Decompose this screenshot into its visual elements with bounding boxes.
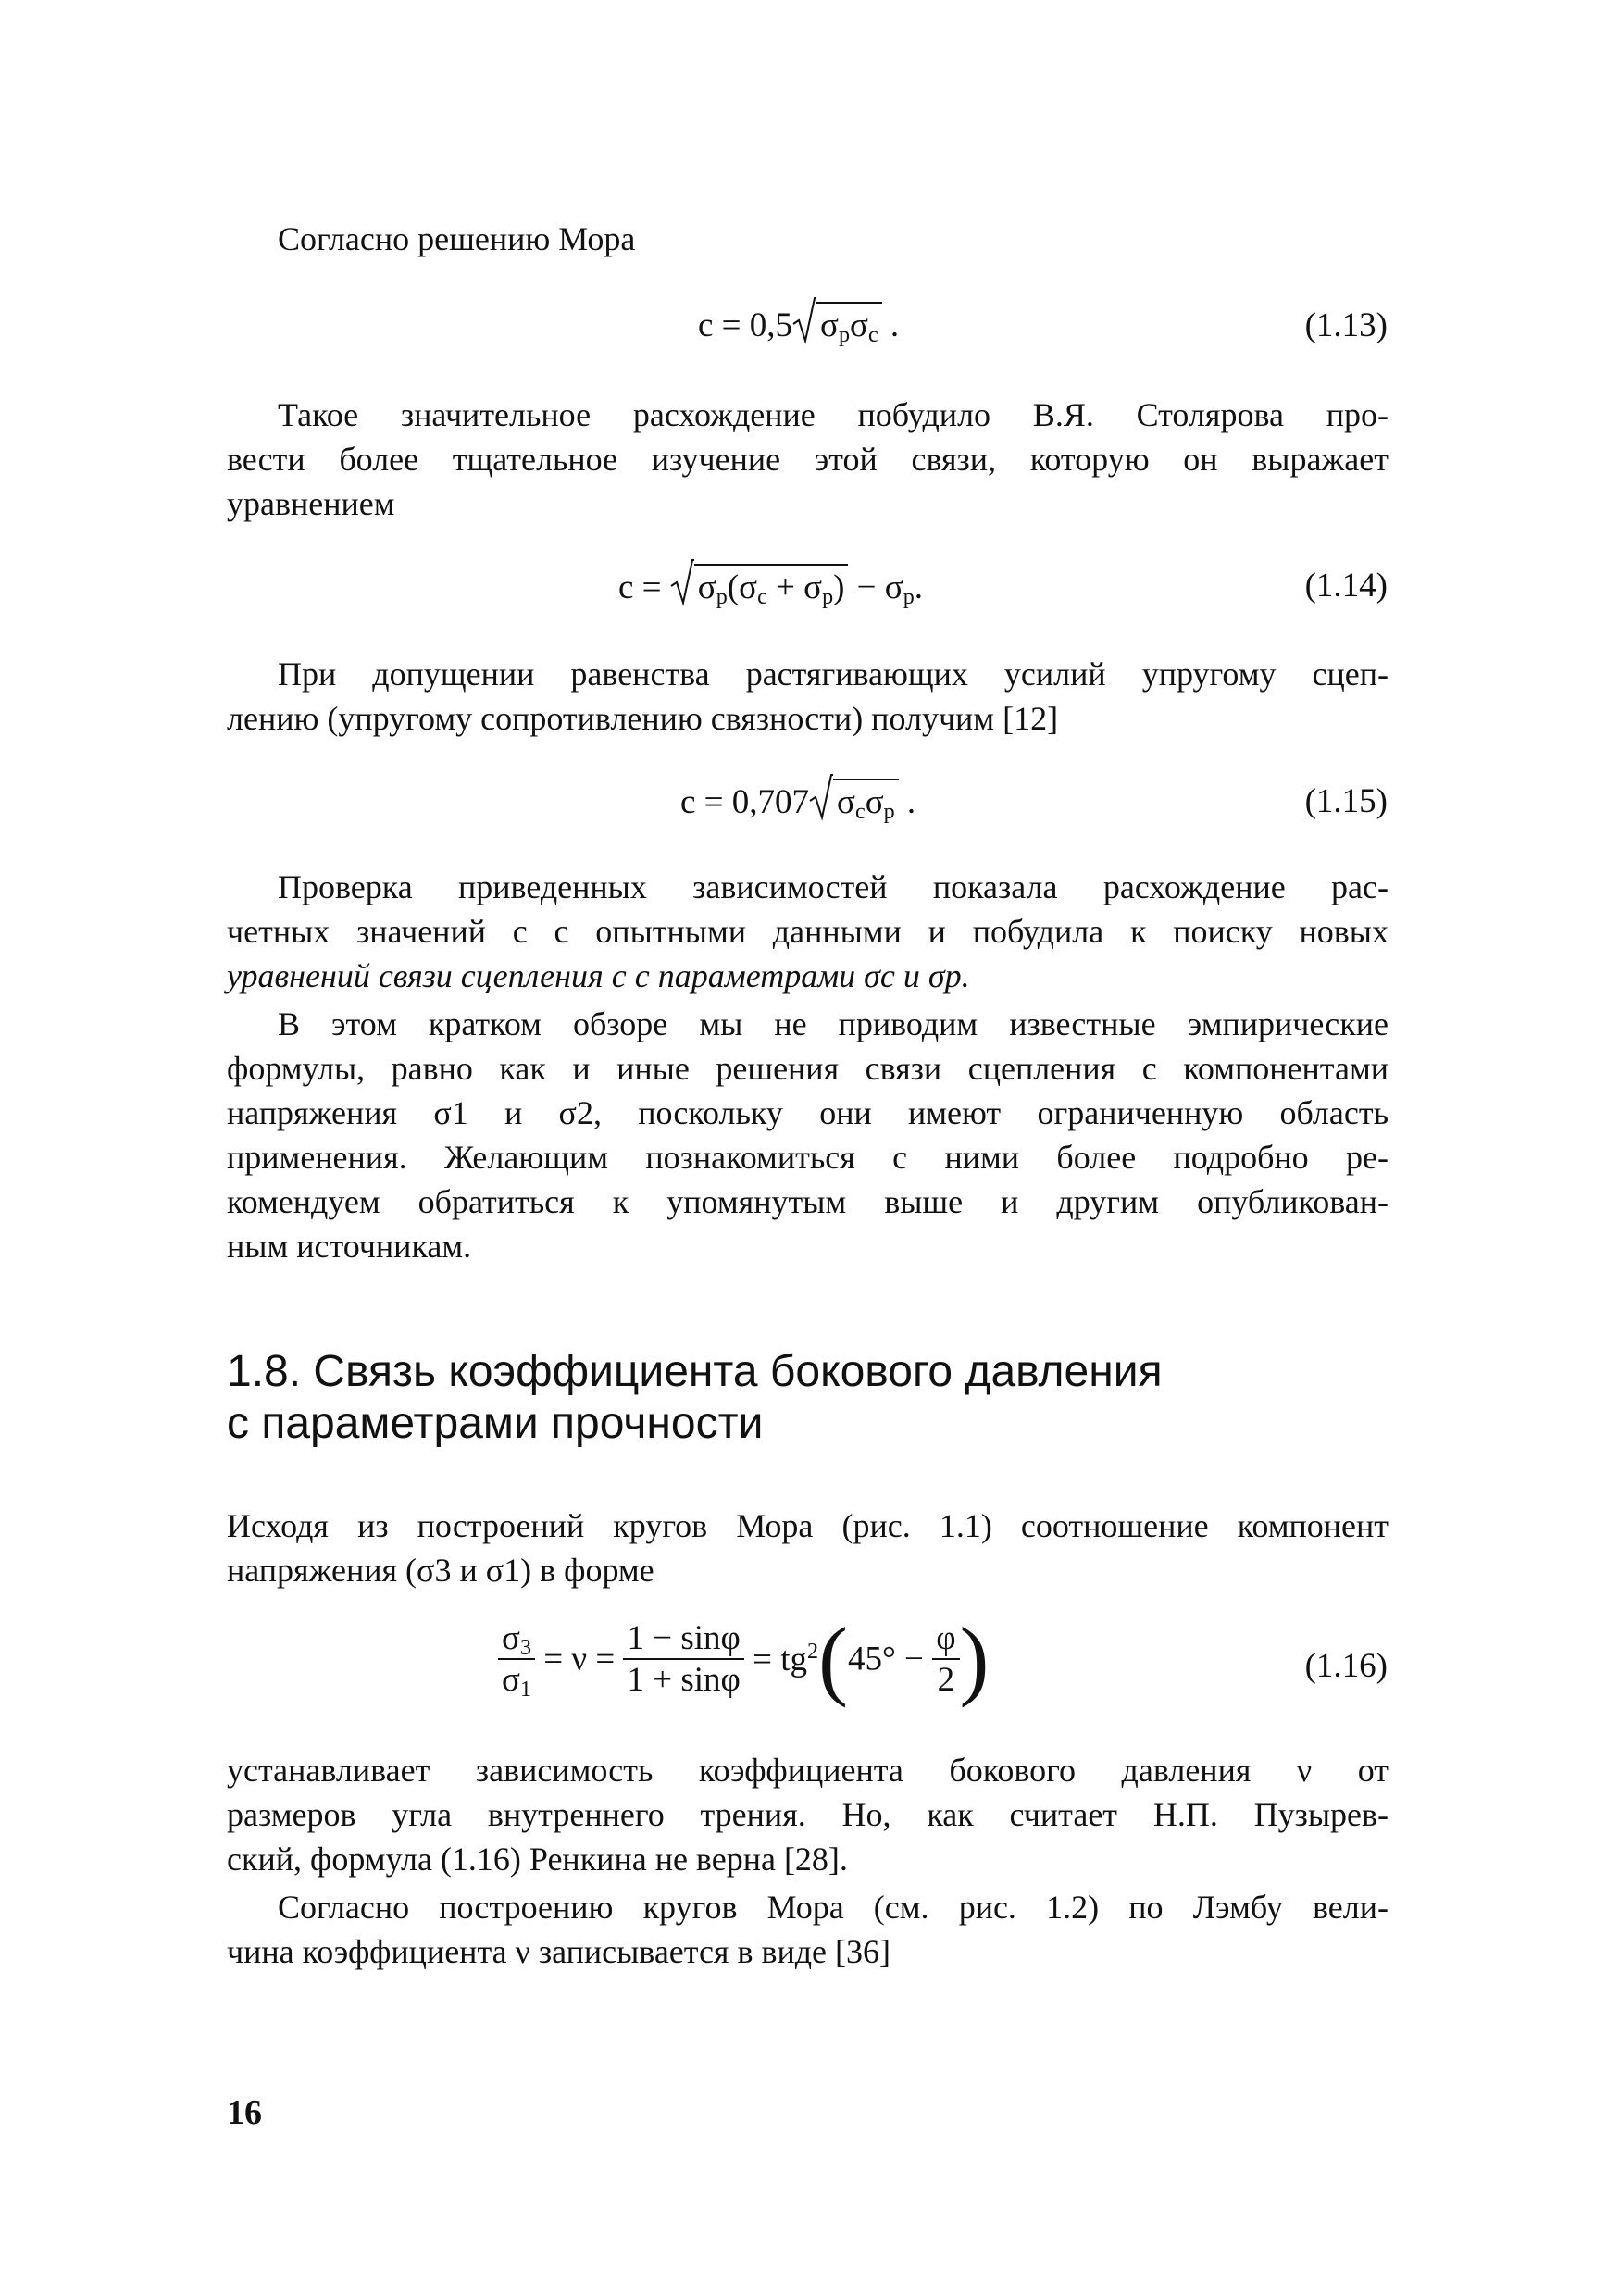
eq-1-15-sigma-b: σ: [865, 783, 884, 821]
eq-1-16-nu: = ν =: [543, 1640, 616, 1678]
frac-numerator: [498, 1618, 535, 1660]
eq-1-14-sigma-p: σ: [697, 568, 716, 606]
eq-1-15-sub-b: p: [883, 800, 895, 824]
radical-sign-icon: [670, 558, 694, 606]
eq-1-13-lhs: c = 0,5: [698, 306, 793, 344]
paragraph-line: уравнением: [227, 485, 395, 522]
paragraph-line: Исходя из построений кругов Мора (рис. 1.1) соотношение компонент: [227, 1507, 1389, 1544]
equation-number-1-13: (1.13): [1304, 306, 1388, 344]
paragraph-line: Проверка приведенных зависимостей показала расхождение рас-: [278, 868, 1389, 905]
paragraph-equality: [227, 652, 1389, 741]
intro-line: Согласно решению Мора: [278, 220, 636, 257]
eq-1-14-plus-sigma: + σ: [776, 568, 823, 606]
eq-1-15-sigma-a: σ: [837, 783, 855, 821]
frac-sin: [623, 1618, 743, 1700]
eq-1-13-sigma-b: σ: [850, 306, 868, 344]
sqrt-1-13: [792, 302, 882, 345]
eq-1-15-lhs: c = 0,707: [680, 783, 810, 821]
eq-1-14-tail: .: [914, 568, 924, 606]
eq-1-13-sub-b: c: [867, 323, 878, 347]
eq-1-16-tg: = tg: [753, 1640, 808, 1678]
paragraph-line: устанавливает зависимость коэффициента бокового давления ν от: [227, 1752, 1389, 1789]
paragraph-line: ский, формула (1.16) Ренкина не верна [28].: [227, 1841, 848, 1878]
paragraph-line: ным источникам.: [227, 1228, 472, 1265]
paragraph-line: При допущении равенства растягивающих усилий упругому сцеп-: [278, 655, 1389, 693]
paragraph-line: лению (упругому сопротивлению связности) получим [12]: [227, 700, 1059, 737]
frac-numerator: φ: [932, 1618, 959, 1660]
frac-denominator: [498, 1660, 535, 1700]
eq-1-14-sub-p: p: [716, 585, 728, 609]
eq-1-13-sub-a: p: [839, 323, 851, 347]
paragraph-stolyarov: [227, 393, 1389, 526]
equation-number-1-16: (1.16): [1304, 1647, 1388, 1685]
paragraph-rankine: [227, 1748, 1389, 1881]
frac-phi-half: [932, 1618, 959, 1700]
frac-sigma-ratio: [498, 1618, 535, 1700]
paragraph-line-italic: уравнений связи сцепления c с параметрами σc и σp.: [227, 957, 970, 994]
section-heading-line: с параметрами прочности: [227, 1399, 764, 1448]
left-paren-icon: (: [818, 1609, 849, 1708]
paragraph-line: применения. Желающим познакомиться с ними более подробно ре-: [227, 1139, 1389, 1176]
eq-1-14-tail-sub: p: [903, 585, 915, 609]
paragraph-check: [227, 865, 1389, 998]
paragraph-line: чина коэффициента ν записывается в виде [36]: [227, 1933, 891, 1970]
equation-1-15: [680, 779, 915, 822]
paragraph-line: комендуем обратиться к упомянутым выше и другим опубликован-: [227, 1183, 1389, 1220]
eq-1-16-sub-3: 3: [519, 1636, 531, 1660]
frac-numerator: 1 − sinφ: [623, 1618, 743, 1660]
paragraph-line: В этом кратком обзоре мы не приводим известные эмпирические: [278, 1005, 1389, 1042]
paragraph-line: четных значений c с опытными данными и побудила к поиску новых: [227, 913, 1389, 950]
radical-sign-icon: [792, 296, 816, 344]
paragraph-line: Такое значительное расхождение побудило В.Я. Столярова про-: [278, 396, 1389, 433]
paragraph-line: напряжения σ1 и σ2, поскольку они имеют ограниченную область: [227, 1094, 1389, 1131]
eq-1-16-sigma3: σ: [502, 1619, 520, 1657]
page-number: 16: [227, 2093, 262, 2132]
paragraph-line: размеров угла внутреннего трения. Но, как считает Н.П. Пузырев-: [227, 1796, 1389, 1833]
paragraph-review: [227, 1002, 1389, 1268]
eq-1-14-sub-p2: p: [822, 585, 834, 609]
paragraph-line: Согласно построению кругов Мора (см. рис. 1.2) по Лэмбу вели-: [278, 1889, 1389, 1926]
sqrt-1-15: [809, 779, 899, 822]
section-heading: [227, 1346, 1163, 1450]
equation-number-1-15: (1.15): [1304, 782, 1388, 820]
paragraph-lamb: [227, 1885, 1389, 1974]
eq-1-16-sub-1: 1: [519, 1678, 531, 1702]
paragraph-line: вести более тщательное изучение этой связи, которую он выражает: [227, 441, 1389, 478]
equation-1-13: [698, 302, 899, 345]
eq-1-14-sub-c: c: [757, 585, 767, 609]
radical-sign-icon: [809, 773, 833, 821]
eq-1-16-sigma1: σ: [502, 1661, 520, 1699]
eq-1-16-tg-sup: 2: [807, 1639, 819, 1664]
equation-1-14: [618, 564, 923, 607]
paragraph-line: формулы, равно как и иные решения связи сцепления с компонентами: [227, 1050, 1389, 1087]
frac-denominator: 2: [937, 1661, 955, 1699]
paragraph-mohr-circles: [227, 1504, 1389, 1592]
eq-1-16-angle: 45° −: [848, 1640, 924, 1678]
eq-1-15-tail: .: [906, 783, 916, 821]
section-heading-line: 1.8. Связь коэффициента бокового давления: [227, 1347, 1163, 1396]
frac-denominator: 1 + sinφ: [627, 1661, 741, 1699]
eq-1-14-minus-sigma: − σ: [856, 568, 903, 606]
equation-1-16: [498, 1609, 990, 1708]
eq-1-14-lhs: c =: [618, 568, 662, 606]
eq-1-15-sub-a: c: [855, 800, 866, 824]
right-paren-icon: ): [959, 1609, 990, 1708]
paragraph-line: напряжения (σ3 и σ1) в форме: [227, 1552, 654, 1589]
eq-1-13-tail: .: [890, 306, 900, 344]
sqrt-1-14: $\sigma_p(\sigma_c + \sigma_p)$: [670, 564, 849, 607]
eq-1-14-sigma-c: σ: [739, 568, 758, 606]
equation-number-1-14: (1.14): [1304, 567, 1388, 605]
eq-1-13-sigma-a: σ: [820, 306, 839, 344]
